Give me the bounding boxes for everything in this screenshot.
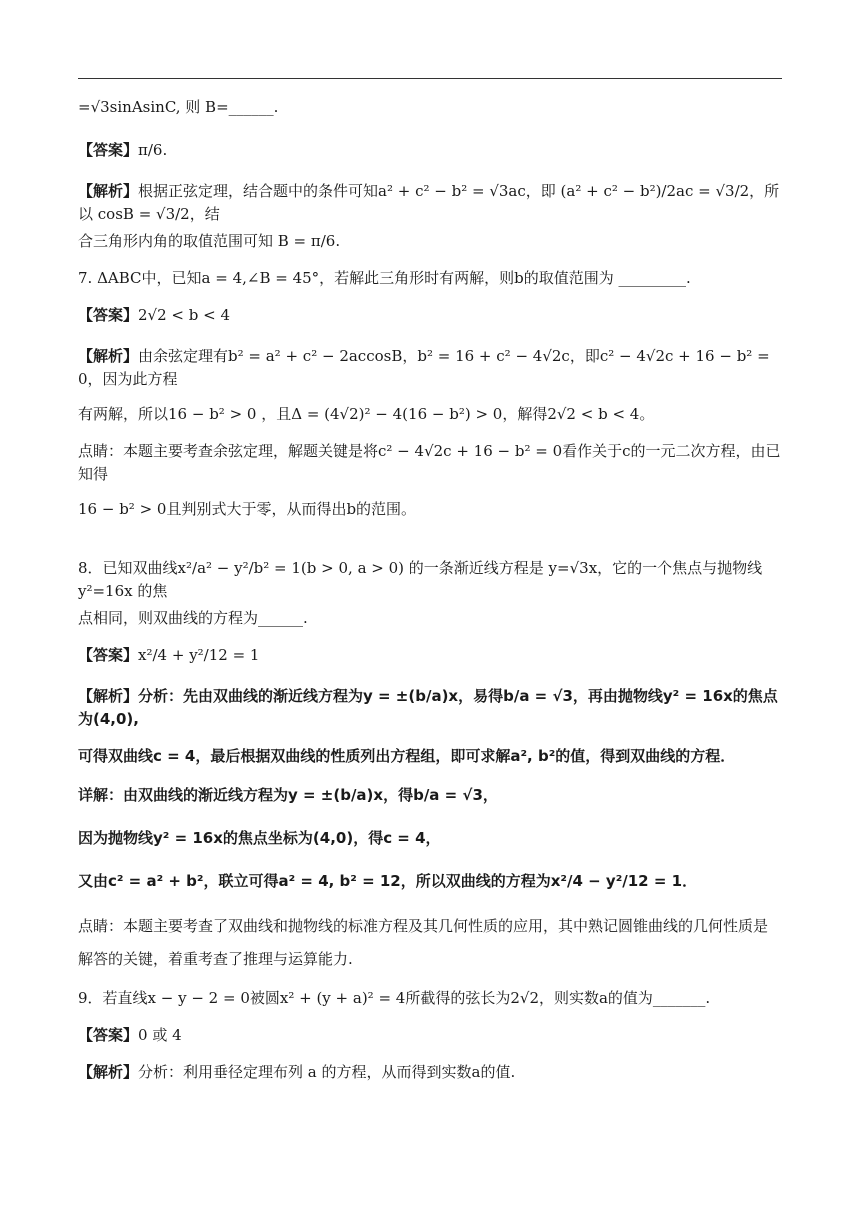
problem-6-answer [78, 139, 782, 162]
problem-9-answer [78, 1024, 782, 1047]
problem-8-stem-1: 8．已知双曲线x²/a² − y²/b² = 1(b > 0, a > 0) 的一条渐近线方程是 y=√3x，它的一个焦点与抛物线 y²=16x 的焦 [78, 559, 763, 600]
analysis-text-1: 分析：先由双曲线的渐近线方程为y = ±(b/a)x，易得b/a = √3，再由抛物线y² = 16x的焦点为(4,0), [78, 687, 778, 728]
problem-8 [78, 557, 782, 971]
problem-6-stem: =√3sinAsinC, 则 B=______. [78, 98, 279, 116]
answer-value: 2√2 < b < 4 [138, 306, 231, 324]
problem-8-comment-1: 点睛：本题主要考查了双曲线和抛物线的标准方程及其几何性质的应用，其中熟记圆锥曲线的几何性质是 [78, 917, 769, 935]
answer-label: 【答案】 [78, 306, 139, 324]
problem-9-analysis [78, 1061, 782, 1084]
problem-8-comment-2: 解答的关键，着重考查了推理与运算能力. [78, 950, 353, 968]
answer-value: 0 或 4 [138, 1026, 182, 1044]
problem-7-comment-2: 16 − b² > 0且判别式大于零，从而得出b的范围。 [78, 500, 417, 518]
problem-8-stem-2: 点相同，则双曲线的方程为______. [78, 609, 308, 627]
answer-value: π/6. [138, 141, 168, 159]
problem-7-stem: 7. ΔABC中，已知a = 4,∠B = 45°，若解此三角形时有两解，则b的取值范围为 _________. [78, 269, 691, 287]
analysis-text-1: 分析：利用垂径定理布列 a 的方程，从而得到实数a的值. [138, 1063, 516, 1081]
problem-8-analysis [78, 685, 782, 731]
problem-6-analysis-2: 合三角形内角的取值范围可知 B = π/6. [78, 232, 341, 250]
answer-value: x²/4 + y²/12 = 1 [138, 646, 260, 664]
problem-8-detail-1: 详解：由双曲线的渐近线方程为y = ±(b/a)x，得b/a = √3， [78, 786, 498, 804]
problem-7-analysis [78, 345, 782, 391]
problem-7-answer [78, 304, 782, 327]
answer-label: 【答案】 [78, 1026, 139, 1044]
problem-7 [78, 267, 782, 521]
problem-9 [78, 987, 782, 1084]
problem-7-analysis-2: 有两解，所以16 − b² > 0 ，且Δ = (4√2)² − 4(16 − b²) > 0，解得2√2 < b < 4。 [78, 405, 655, 423]
header-rule [78, 78, 782, 79]
document-content [78, 96, 782, 1084]
problem-8-analysis-2: 可得双曲线c = 4，最后根据双曲线的性质列出方程组，即可求解a², b²的值，得到双曲线的方程． [78, 747, 736, 765]
analysis-label: 【解析】 [78, 347, 139, 365]
problem-7-comment-1: 点睛：本题主要考查余弦定理，解题关键是将c² − 4√2c + 16 − b² = 0看作关于c的一元二次方程，由已知得 [78, 442, 781, 483]
problem-8-detail-3: 又由c² = a² + b²，联立可得a² = 4, b² = 12，所以双曲线的方程为x²/4 − y²/12 = 1． [78, 872, 698, 890]
problem-9-stem: 9．若直线x − y − 2 = 0被圆x² + (y + a)² = 4所截得的弦长为2√2，则实数a的值为_______. [78, 989, 711, 1007]
analysis-label: 【解析】 [78, 687, 139, 705]
problem-8-answer [78, 644, 782, 667]
problem-6 [78, 96, 782, 253]
answer-label: 【答案】 [78, 646, 139, 664]
analysis-label: 【解析】 [78, 1063, 139, 1081]
problem-6-analysis [78, 180, 782, 226]
analysis-text-1: 根据正弦定理，结合题中的条件可知a² + c² − b² = √3ac，即 (a² + c² − b²)/2ac = √3/2，所以 cosB = √3/2，结 [78, 182, 780, 223]
analysis-text-1: 由余弦定理有b² = a² + c² − 2accosB，b² = 16 + c² − 4√2c，即c² − 4√2c + 16 − b² = 0，因为此方程 [78, 347, 770, 388]
analysis-label: 【解析】 [78, 182, 139, 200]
answer-label: 【答案】 [78, 141, 139, 159]
problem-8-detail-2: 因为抛物线y² = 16x的焦点坐标为(4,0)，得c = 4， [78, 829, 441, 847]
